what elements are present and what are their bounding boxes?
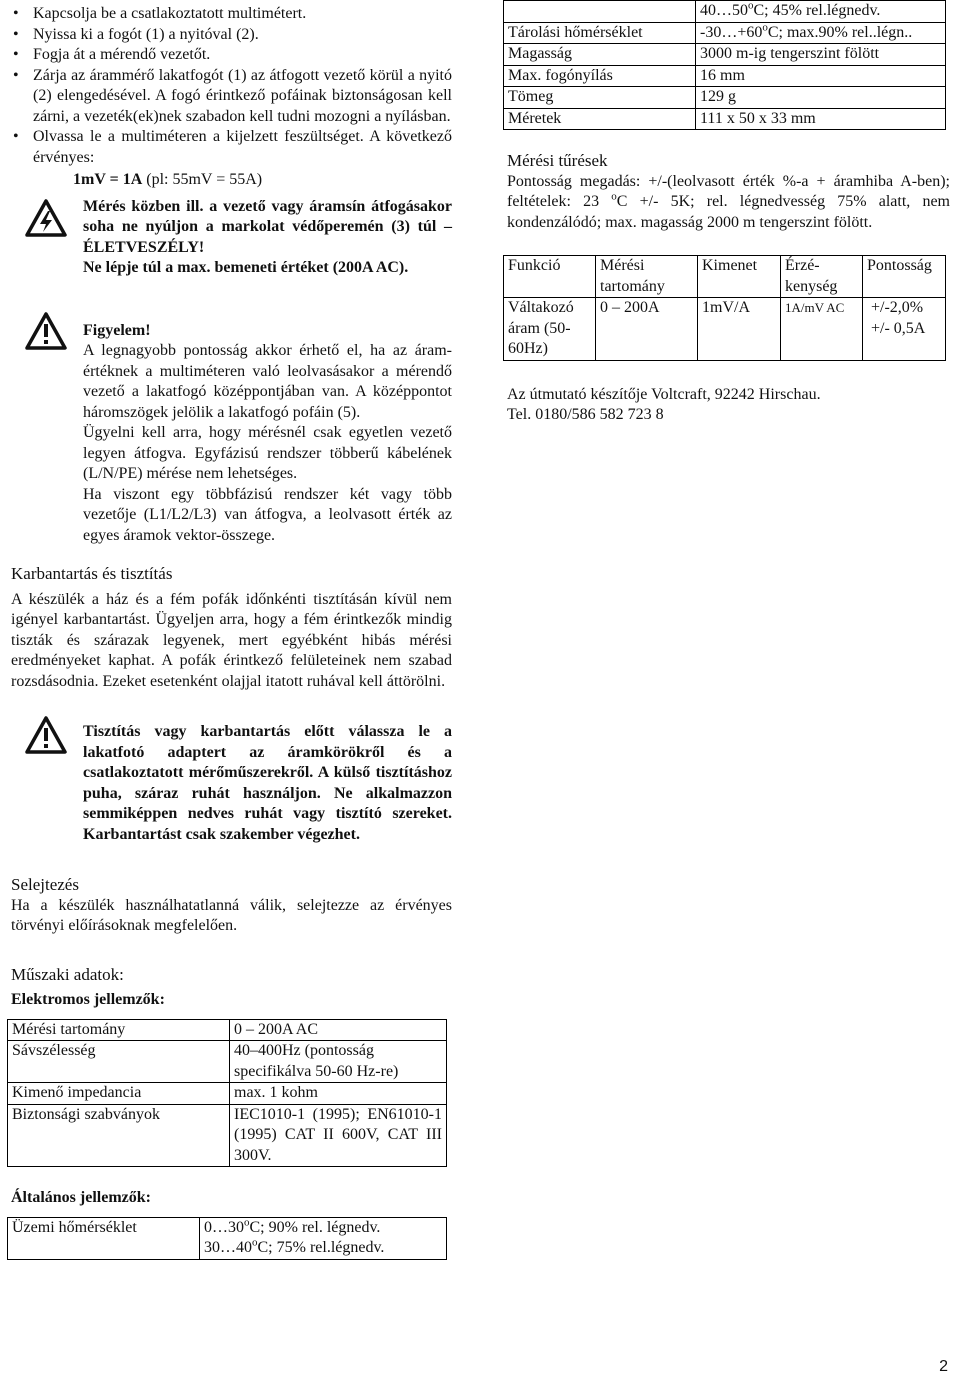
table-cell <box>504 1 696 23</box>
table-row <box>8 1041 447 1083</box>
page-number: 2 <box>939 1358 948 1375</box>
table-header-cell: Pontosság <box>863 256 946 298</box>
table-cell: Üzemi hőmérséklet <box>8 1217 200 1259</box>
table-row <box>8 1083 447 1105</box>
danger-block <box>11 197 452 279</box>
tolerances-text-end: C +/- 5K; rel. légnedvesség 75% alatt, nem kondenzálódó; max. magasság 2000 m tengerszint fölött. <box>507 193 951 231</box>
table-header-cell: Mérési tartomány <box>596 256 698 298</box>
attention-text-single-conductor: Ügyelni kell arra, hogy mérésnél csak egyetlen vezető legyen átfogva. Egyfázisú rendszer többerű kábelének (L/N/PE) mérése nem lehetséges. <box>83 424 452 482</box>
operating-temp-line <box>204 1218 442 1239</box>
table-header-cell: Érzé-kenység <box>781 256 863 298</box>
table-row <box>8 1104 447 1167</box>
table-cell: 129 g <box>696 87 946 109</box>
table-cell: 1A/mV AC <box>781 298 863 361</box>
table-row <box>504 1 946 23</box>
table-cell <box>696 1 946 23</box>
danger-warning-max-input: Ne lépje túl a max. bemeneti értéket (200A AC). <box>83 259 409 276</box>
table-row <box>504 65 946 87</box>
table-cell: max. 1 kohm <box>230 1083 447 1105</box>
table-cell: IEC1010-1 (1995); EN61010-1 (1995) CAT II 600V, CAT III 300V. <box>230 1104 447 1167</box>
operating-temp-line <box>204 1238 442 1259</box>
table-cell: Méretek <box>504 108 696 130</box>
danger-warning: Mérés közben ill. a vezető vagy áramsín átfogásakor soha ne nyúljon a markolat védőperemén (3) túl – ÉLETVESZÉLY! <box>83 197 452 256</box>
attention-block <box>11 321 452 547</box>
maintenance-text: A készülék a ház és a fém pofák időnkénti tisztításán kívül nem igényel karbantartást. Ügyeljen arra, hogy a fém érintkezők mindig tiszták és szárazak legyenek, mert egyébként hibás mérési eredményeket kaphat. A pofák érintkező felületeinek nem szabad rozsdásodnia. Ezeket esetenként olajjal itatott ruhával kell áttörölni. <box>11 590 452 690</box>
instruction-item: • Nyissa ki a fogót (1) a nyitóval (2). <box>11 25 452 46</box>
table-cell: Magasság <box>504 44 696 66</box>
formula-example: (pl: 55mV = 55A) <box>142 171 263 188</box>
temp-range: 30…40 <box>204 1239 252 1256</box>
instruction-item: • Fogja át a mérendő vezetőt. <box>11 45 452 66</box>
instruction-item: • Olvassa le a multiméteren a kijelzett feszültséget. A következő érvényes: <box>11 127 452 168</box>
maintenance-heading: Karbantartás és tisztítás <box>11 564 173 583</box>
table-cell: 16 mm <box>696 65 946 87</box>
table-cell: 0 – 200A <box>596 298 698 361</box>
table-cell <box>200 1217 447 1259</box>
high-voltage-warning-icon <box>25 199 67 237</box>
instruction-item: • Kapcsolja be a csatlakoztatott multimétert. <box>11 4 452 25</box>
attention-text-multiphase: Ha viszont egy többfázisú rendszer két vagy több vezetője (L1/L2/L3) van átfogva, a leolvasott érték az egyes áramok vektor-összege. <box>83 485 452 544</box>
table-row <box>8 1019 447 1041</box>
maintenance-warning-block <box>11 722 452 845</box>
temp-range: 0…30 <box>204 1218 244 1236</box>
instruction-item: • Zárja az árammérő lakatfogót (1) az átfogott vezető körül a nyitó (2) elengedésével. A fogó érintkező pofáinak biztonságosan kell zárni, a vezeték(ek)nek szabadon kell tudni mozogni a nyílásban. <box>11 66 452 128</box>
general-specs-table <box>7 1217 447 1260</box>
right-column <box>507 0 950 426</box>
table-cell: Kimenő impedancia <box>8 1083 230 1105</box>
disposal-heading: Selejtezés <box>11 875 79 894</box>
degree-mark: o <box>762 21 768 34</box>
left-column <box>11 4 452 1260</box>
temp-range: -30…+60 <box>700 23 763 41</box>
table-header-cell: Kimenet <box>698 256 781 298</box>
table-cell: Tárolási hőmérséklet <box>504 22 696 44</box>
table-row <box>504 22 946 44</box>
exclamation-warning-icon <box>25 312 67 350</box>
table-cell: 3000 m-ig tengerszint fölött <box>696 44 946 66</box>
formula <box>73 170 452 191</box>
author-line: Az útmutató készítője Voltcraft, 92242 Hirschau. <box>507 385 821 403</box>
tolerances-heading: Mérési tűrések <box>507 151 608 170</box>
exclamation-warning-icon <box>25 716 67 754</box>
temp-condition: C; max.90% rel..légn.. <box>767 23 913 41</box>
table-cell: 1mV/A <box>698 298 781 361</box>
maintenance-warning: Tisztítás vagy karbantartás előtt válassza le a lakatfotó adaptert az áramkörökről és a csatlakoztatott mérőműszerekről. A külső tisztításhoz puha, száraz ruhát használjon. Ne alkalmazzon semmiképpen nedves ruhát vagy tisztító szereket. Karbantartást csak szakember végezhet. <box>83 723 452 843</box>
phone-line: Tel. 0180/586 582 723 8 <box>507 406 664 423</box>
table-cell: 111 x 50 x 33 mm <box>696 108 946 130</box>
table-cell: 40–400Hz (pontosság specifikálva 50-60 Hz-re) <box>230 1041 447 1083</box>
attention-text: A legnagyobb pontosság akkor érhető el, ha az áram-értéknek a multiméteren való leolvasásakor a mérendő vezető a lakatfogó középpontjában van. A középpontot háromszögek jelölik a lakatfogó pofáin (5). <box>83 342 452 421</box>
instruction-list <box>11 4 452 168</box>
degree-mark: o <box>611 190 617 203</box>
temp-condition: C; 45% rel.légnedv. <box>753 2 881 19</box>
table-cell: Mérési tartomány <box>8 1019 230 1041</box>
temp-condition: C; 90% rel. légnedv. <box>249 1218 381 1236</box>
table-header-cell: Funkció <box>504 256 596 298</box>
attention-title: Figyelem! <box>83 321 151 339</box>
tolerances-text-start: Pontosság megadás: +/-(leolvasott érték %-a + áramhiba A-ben); feltételek: 23 <box>507 172 950 210</box>
disposal-text: Ha a készülék használhatatlanná válik, selejtezze az érvényes törvényi előírásoknak megfelelően. <box>11 896 452 934</box>
table-row <box>504 298 946 361</box>
tolerance-table <box>503 255 946 361</box>
table-header-row <box>504 256 946 298</box>
degree-mark: o <box>252 1236 258 1249</box>
temp-condition: C; 75% rel.légnedv. <box>257 1239 385 1256</box>
table-row <box>8 1217 447 1259</box>
table-row <box>504 108 946 130</box>
accuracy-percent: +/-2,0% <box>871 299 924 316</box>
table-cell: Tömeg <box>504 87 696 109</box>
electrical-heading: Elektromos jellemzők: <box>11 991 165 1008</box>
table-cell: 0 – 200A AC <box>230 1019 447 1041</box>
specs-heading: Műszaki adatok: <box>11 964 124 984</box>
table-cell: Sávszélesség <box>8 1041 230 1083</box>
degree-mark: o <box>244 1216 250 1229</box>
table-cell: Váltakozó áram (50-60Hz) <box>504 298 596 361</box>
table-cell: Biztonsági szabványok <box>8 1104 230 1167</box>
table-row <box>504 87 946 109</box>
table-cell <box>863 298 946 361</box>
formula-main: 1mV = 1A <box>73 171 143 188</box>
table-cell: Max. fogónyílás <box>504 65 696 87</box>
temp-range: 40…50 <box>700 2 748 19</box>
general-heading: Általános jellemzők: <box>11 1189 151 1206</box>
accuracy-amps: +/- 0,5A <box>871 319 926 337</box>
table-row <box>504 44 946 66</box>
tolerances-text <box>507 172 950 234</box>
degree-mark: o <box>748 0 754 12</box>
table-cell <box>696 22 946 44</box>
general-specs-continued-table <box>503 0 946 130</box>
electrical-specs-table <box>7 1019 447 1168</box>
